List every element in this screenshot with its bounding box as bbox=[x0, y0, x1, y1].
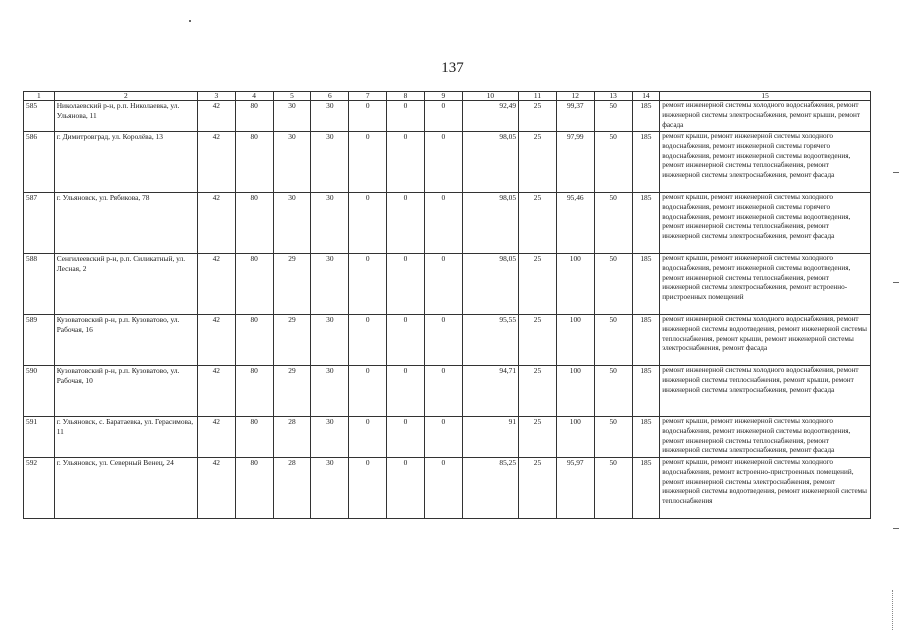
value-cell: 0 bbox=[387, 132, 425, 193]
value-cell: 30 bbox=[273, 132, 311, 193]
value-cell: 95,97 bbox=[556, 458, 594, 519]
col-header: 10 bbox=[462, 92, 518, 101]
col-header: 5 bbox=[273, 92, 311, 101]
value-cell: 50 bbox=[594, 132, 632, 193]
address-cell: г. Ульяновск, ул. Северный Венец, 24 bbox=[54, 458, 197, 519]
value-cell: 97,99 bbox=[556, 132, 594, 193]
value-cell: 30 bbox=[311, 458, 349, 519]
value-cell: 85,25 bbox=[462, 458, 518, 519]
col-header: 6 bbox=[311, 92, 349, 101]
value-cell: 0 bbox=[387, 417, 425, 458]
value-cell: 0 bbox=[349, 417, 387, 458]
col-header: 14 bbox=[632, 92, 660, 101]
value-cell: 80 bbox=[235, 458, 273, 519]
value-cell: 80 bbox=[235, 315, 273, 366]
table-row bbox=[24, 417, 871, 458]
table-row bbox=[24, 193, 871, 254]
value-cell: 50 bbox=[594, 366, 632, 417]
col-header: 8 bbox=[387, 92, 425, 101]
value-cell: 30 bbox=[273, 101, 311, 132]
value-cell: 80 bbox=[235, 417, 273, 458]
table-row bbox=[24, 254, 871, 315]
value-cell: 95,46 bbox=[556, 193, 594, 254]
value-cell: 0 bbox=[424, 193, 462, 254]
page-number: 137 bbox=[441, 60, 464, 76]
value-cell: 0 bbox=[424, 417, 462, 458]
works-cell: ремонт инженерной системы холодного водоснабжения, ремонт инженерной системы электроснабжения, ремонт крыши, ремонт фасада bbox=[660, 101, 871, 132]
value-cell: 42 bbox=[197, 315, 235, 366]
table-row bbox=[24, 101, 871, 132]
value-cell: 29 bbox=[273, 254, 311, 315]
value-cell: 25 bbox=[519, 315, 557, 366]
value-cell: 50 bbox=[594, 315, 632, 366]
header-row bbox=[24, 92, 871, 101]
value-cell: 25 bbox=[519, 101, 557, 132]
value-cell: 98,05 bbox=[462, 132, 518, 193]
value-cell: 98,05 bbox=[462, 193, 518, 254]
value-cell: 50 bbox=[594, 254, 632, 315]
address-cell: г. Димитровград, ул. Королёва, 13 bbox=[54, 132, 197, 193]
value-cell: 0 bbox=[424, 132, 462, 193]
value-cell: 42 bbox=[197, 458, 235, 519]
value-cell: 25 bbox=[519, 132, 557, 193]
value-cell: 185 bbox=[632, 417, 660, 458]
value-cell: 100 bbox=[556, 315, 594, 366]
value-cell: 28 bbox=[273, 458, 311, 519]
col-header: 9 bbox=[424, 92, 462, 101]
scan-speck bbox=[189, 20, 191, 22]
value-cell: 30 bbox=[311, 315, 349, 366]
value-cell: 100 bbox=[556, 417, 594, 458]
col-header: 4 bbox=[235, 92, 273, 101]
row-number: 587 bbox=[24, 193, 55, 254]
works-cell: ремонт инженерной системы холодного водоснабжения, ремонт инженерной системы теплоснабжения, ремонт крыши, ремонт инженерной системы электроснабжения, ремонт фасада bbox=[660, 366, 871, 417]
address-cell: г. Ульяновск, ул. Рябикова, 78 bbox=[54, 193, 197, 254]
col-header: 1 bbox=[24, 92, 55, 101]
address-cell: Кузоватовский р-н, р.п. Кузоватово, ул. Рабочая, 16 bbox=[54, 315, 197, 366]
works-cell: ремонт крыши, ремонт инженерной системы холодного водоснабжения, ремонт инженерной системы горячего водоснабжения, ремонт инженерной системы водоотведения, ремонт инженерной системы теплоснабжения, ремонт инженерной системы электроснабжения, ремонт фасада bbox=[660, 132, 871, 193]
address-cell: г. Ульяновск, с. Баратаевка, ул. Герасимова, 11 bbox=[54, 417, 197, 458]
value-cell: 50 bbox=[594, 417, 632, 458]
value-cell: 0 bbox=[349, 315, 387, 366]
value-cell: 0 bbox=[424, 254, 462, 315]
value-cell: 80 bbox=[235, 254, 273, 315]
value-cell: 91 bbox=[462, 417, 518, 458]
value-cell: 0 bbox=[424, 101, 462, 132]
value-cell: 50 bbox=[594, 458, 632, 519]
col-header: 12 bbox=[556, 92, 594, 101]
value-cell: 30 bbox=[311, 366, 349, 417]
value-cell: 0 bbox=[387, 254, 425, 315]
value-cell: 92,49 bbox=[462, 101, 518, 132]
value-cell: 42 bbox=[197, 366, 235, 417]
value-cell: 0 bbox=[424, 458, 462, 519]
value-cell: 95,55 bbox=[462, 315, 518, 366]
value-cell: 0 bbox=[387, 193, 425, 254]
row-number: 586 bbox=[24, 132, 55, 193]
works-cell: ремонт крыши, ремонт инженерной системы холодного водоснабжения, ремонт инженерной системы водоотведения, ремонт инженерной системы теплоснабжения, ремонт инженерной системы электроснабжения, ремонт фасада bbox=[660, 417, 871, 458]
value-cell: 30 bbox=[273, 193, 311, 254]
table-row bbox=[24, 458, 871, 519]
value-cell: 0 bbox=[349, 101, 387, 132]
value-cell: 42 bbox=[197, 132, 235, 193]
repair-register-table bbox=[23, 91, 871, 519]
table-row bbox=[24, 315, 871, 366]
value-cell: 42 bbox=[197, 101, 235, 132]
value-cell: 0 bbox=[349, 366, 387, 417]
value-cell: 185 bbox=[632, 132, 660, 193]
value-cell: 42 bbox=[197, 193, 235, 254]
value-cell: 25 bbox=[519, 193, 557, 254]
value-cell: 0 bbox=[349, 193, 387, 254]
value-cell: 0 bbox=[424, 366, 462, 417]
value-cell: 100 bbox=[556, 366, 594, 417]
value-cell: 185 bbox=[632, 101, 660, 132]
col-header: 13 bbox=[594, 92, 632, 101]
value-cell: 28 bbox=[273, 417, 311, 458]
works-cell: ремонт инженерной системы холодного водоснабжения, ремонт инженерной системы водоотведения, ремонт инженерной системы теплоснабжения, ремонт крыши, ремонт инженерной системы электроснабжения, ремонт фасада bbox=[660, 315, 871, 366]
value-cell: 0 bbox=[387, 315, 425, 366]
value-cell: 25 bbox=[519, 254, 557, 315]
value-cell: 42 bbox=[197, 417, 235, 458]
row-number: 590 bbox=[24, 366, 55, 417]
value-cell: 0 bbox=[387, 101, 425, 132]
row-number: 585 bbox=[24, 101, 55, 132]
value-cell: 0 bbox=[387, 366, 425, 417]
value-cell: 0 bbox=[349, 458, 387, 519]
value-cell: 0 bbox=[424, 315, 462, 366]
value-cell: 29 bbox=[273, 366, 311, 417]
scan-edge-marks bbox=[892, 590, 899, 630]
works-cell: ремонт крыши, ремонт инженерной системы холодного водоснабжения, ремонт инженерной системы водоотведения, ремонт инженерной системы теплоснабжения, ремонт инженерной системы электроснабжения, ремонт встроенно-пристроенных помещений bbox=[660, 254, 871, 315]
scan-speck bbox=[893, 282, 899, 283]
value-cell: 80 bbox=[235, 101, 273, 132]
value-cell: 30 bbox=[311, 417, 349, 458]
col-header: 2 bbox=[54, 92, 197, 101]
scan-speck bbox=[893, 172, 899, 173]
value-cell: 50 bbox=[594, 101, 632, 132]
table-row bbox=[24, 366, 871, 417]
table-row bbox=[24, 132, 871, 193]
value-cell: 25 bbox=[519, 417, 557, 458]
value-cell: 80 bbox=[235, 366, 273, 417]
row-number: 589 bbox=[24, 315, 55, 366]
col-header: 15 bbox=[660, 92, 871, 101]
scan-speck bbox=[893, 528, 899, 529]
value-cell: 94,71 bbox=[462, 366, 518, 417]
value-cell: 0 bbox=[387, 458, 425, 519]
value-cell: 100 bbox=[556, 254, 594, 315]
works-cell: ремонт крыши, ремонт инженерной системы холодного водоснабжения, ремонт инженерной системы горячего водоснабжения, ремонт инженерной системы водоотведения, ремонт инженерной системы теплоснабжения, ремонт инженерной системы электроснабжения, ремонт фасада bbox=[660, 193, 871, 254]
row-number: 592 bbox=[24, 458, 55, 519]
row-number: 591 bbox=[24, 417, 55, 458]
col-header: 3 bbox=[197, 92, 235, 101]
value-cell: 185 bbox=[632, 366, 660, 417]
value-cell: 98,05 bbox=[462, 254, 518, 315]
row-number: 588 bbox=[24, 254, 55, 315]
value-cell: 30 bbox=[311, 101, 349, 132]
address-cell: Сенгилеевский р-н, р.п. Силикатный, ул. Лесная, 2 bbox=[54, 254, 197, 315]
value-cell: 25 bbox=[519, 366, 557, 417]
address-cell: Кузоватовский р-н, р.п. Кузоватово, ул. Рабочая, 10 bbox=[54, 366, 197, 417]
works-cell: ремонт крыши, ремонт инженерной системы холодного водоснабжения, ремонт встроенно-пристроенных помещений, ремонт инженерной системы электроснабжения, ремонт инженерной системы водоотведения, ремонт инженерной системы теплоснабжения bbox=[660, 458, 871, 519]
value-cell: 80 bbox=[235, 132, 273, 193]
value-cell: 30 bbox=[311, 132, 349, 193]
value-cell: 185 bbox=[632, 193, 660, 254]
value-cell: 30 bbox=[311, 193, 349, 254]
value-cell: 99,37 bbox=[556, 101, 594, 132]
value-cell: 80 bbox=[235, 193, 273, 254]
value-cell: 42 bbox=[197, 254, 235, 315]
value-cell: 30 bbox=[311, 254, 349, 315]
value-cell: 185 bbox=[632, 315, 660, 366]
value-cell: 0 bbox=[349, 254, 387, 315]
col-header: 7 bbox=[349, 92, 387, 101]
value-cell: 185 bbox=[632, 254, 660, 315]
value-cell: 185 bbox=[632, 458, 660, 519]
value-cell: 29 bbox=[273, 315, 311, 366]
col-header: 11 bbox=[519, 92, 557, 101]
value-cell: 0 bbox=[349, 132, 387, 193]
value-cell: 50 bbox=[594, 193, 632, 254]
value-cell: 25 bbox=[519, 458, 557, 519]
address-cell: Николаевский р-н, р.п. Николаевка, ул. Ульянова, 11 bbox=[54, 101, 197, 132]
